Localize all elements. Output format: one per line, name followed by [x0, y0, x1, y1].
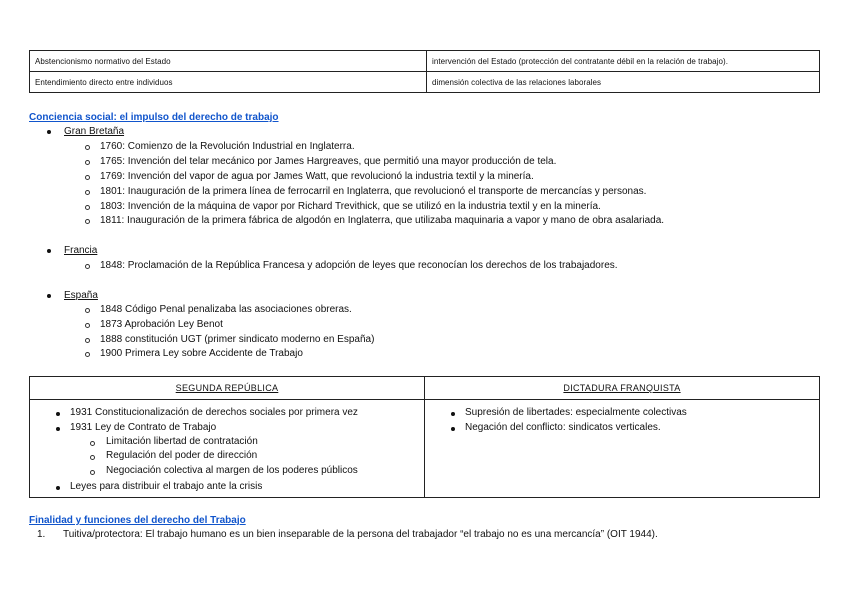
list-item-gran-bretana: Gran Bretaña	[64, 126, 125, 137]
list-item: Limitación libertad de contratación	[106, 436, 258, 447]
table-cell: intervención del Estado (protección del contratante débil en la relación de trabajo).	[427, 51, 820, 72]
section-heading-link[interactable]: Finalidad y funciones del derecho del Trabajo	[29, 515, 246, 526]
bullet-icon	[451, 412, 455, 416]
bullet-icon	[47, 294, 51, 298]
bullet-icon	[451, 427, 455, 431]
list-item-espana: España	[64, 290, 98, 301]
column-header-segunda-republica: SEGUNDA REPÚBLICA	[30, 377, 425, 400]
circle-bullet-icon	[85, 323, 90, 328]
column-header-dictadura-franquista: DICTADURA FRANQUISTA	[425, 377, 820, 400]
table-cell: dimensión colectiva de las relaciones laborales	[427, 72, 820, 93]
circle-bullet-icon	[85, 190, 90, 195]
circle-bullet-icon	[85, 205, 90, 210]
circle-bullet-icon	[85, 145, 90, 150]
list-item: Supresión de libertades: especialmente colectivas	[465, 407, 687, 418]
bullet-icon	[47, 249, 51, 253]
top-table	[29, 50, 820, 93]
circle-bullet-icon	[85, 160, 90, 165]
list-number: 1.	[37, 529, 46, 540]
section-heading-link[interactable]: Conciencia social: el impulso del derecho de trabajo	[29, 112, 279, 123]
table-row	[30, 400, 820, 498]
circle-bullet-icon	[90, 441, 95, 446]
list-item: Leyes para distribuir el trabajo ante la crisis	[70, 481, 263, 492]
bullet-icon	[56, 486, 60, 490]
bullet-icon	[56, 412, 60, 416]
circle-bullet-icon	[90, 470, 95, 475]
table-row	[30, 51, 820, 72]
list-item: 1765: Invención del telar mecánico por James Hargreaves, que permitió una mayor producción de tela.	[100, 156, 557, 167]
list-item: 1888 constitución UGT (primer sindicato moderno en España)	[100, 334, 375, 345]
list-item: Negociación colectiva al margen de los poderes públicos	[106, 465, 358, 476]
circle-bullet-icon	[90, 455, 95, 460]
table-header-row	[30, 377, 820, 400]
table-cell-right	[425, 400, 820, 498]
circle-bullet-icon	[85, 264, 90, 269]
list-item: 1760: Comienzo de la Revolución Industrial en Inglaterra.	[100, 141, 355, 152]
list-item: Negación del conflicto: sindicatos verticales.	[465, 422, 661, 433]
list-item: 1931 Constitucionalización de derechos sociales por primera vez	[70, 407, 358, 418]
bullet-icon	[47, 130, 51, 134]
list-item: 1801: Inauguración de la primera línea de ferrocarril en Inglaterra, que revolucionó el transporte de mercancías y personas.	[100, 186, 647, 197]
list-item: 1811: Inauguración de la primera fábrica de algodón en Inglaterra, que utilizaba maquinaria a vapor y mano de obra asalariada.	[100, 215, 665, 226]
table-cell: Entendimiento directo entre individuos	[30, 72, 427, 93]
circle-bullet-icon	[85, 308, 90, 313]
list-item: 1803: Invención de la máquina de vapor por Richard Trevithick, que se utilizó en la industria textil y en la minería.	[100, 201, 601, 212]
list-item: 1931 Ley de Contrato de Trabajo	[70, 422, 217, 433]
list-item: 1873 Aprobación Ley Benot	[100, 319, 223, 330]
list-item-francia: Francia	[64, 245, 98, 256]
list-item: 1769: Invención del vapor de agua por James Watt, que revolucionó la industria textil y la minería.	[100, 171, 534, 182]
list-item: 1900 Primera Ley sobre Accidente de Trabajo	[100, 348, 303, 359]
table-cell: Abstencionismo normativo del Estado	[30, 51, 427, 72]
circle-bullet-icon	[85, 175, 90, 180]
table-cell-left	[30, 400, 425, 498]
comparison-table	[29, 376, 820, 498]
list-item: 1848: Proclamación de la República Francesa y adopción de leyes que reconocían los derechos de los trabajadores.	[100, 260, 618, 271]
table-row	[30, 72, 820, 93]
circle-bullet-icon	[85, 338, 90, 343]
list-item: Tuitiva/protectora: El trabajo humano es un bien inseparable de la persona del trabajador “el trabajo no es una mercancía” (OIT 1944).	[63, 529, 658, 540]
circle-bullet-icon	[85, 352, 90, 357]
bullet-icon	[56, 427, 60, 431]
list-item: Regulación del poder de dirección	[106, 450, 258, 461]
list-item: 1848 Código Penal penalizaba las asociaciones obreras.	[100, 304, 352, 315]
circle-bullet-icon	[85, 219, 90, 224]
